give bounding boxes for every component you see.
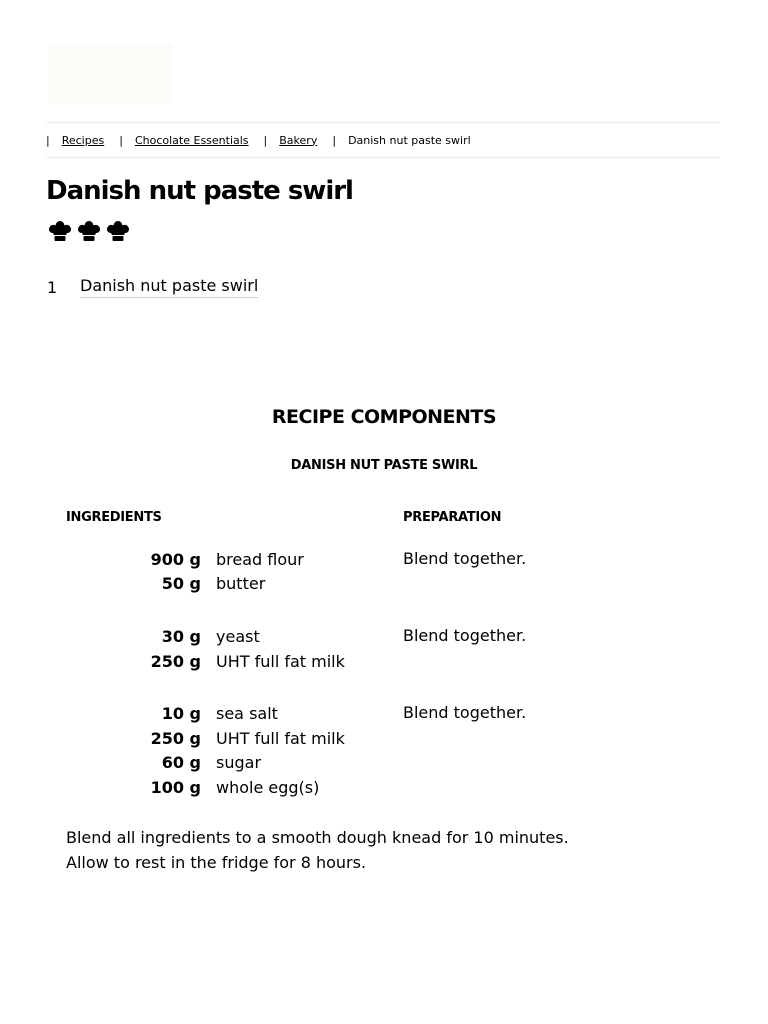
breadcrumb (46, 122, 720, 158)
ingredient-quantity: 250 g (150, 728, 201, 748)
chef-hat-icon (77, 220, 101, 242)
ingredient-quantity: 10 g (161, 704, 201, 724)
site-logo[interactable] (48, 44, 172, 104)
ingredient-quantity: 900 g (150, 549, 201, 569)
preparation-step: Blend together. (403, 626, 527, 646)
breadcrumb-separator: | (119, 133, 123, 147)
breadcrumb-separator: | (46, 133, 50, 147)
ingredient-name: UHT full fat milk (216, 651, 345, 671)
ingredient-group (0, 624, 768, 673)
difficulty-rating (48, 220, 130, 242)
method-line: Allow to rest in the fridge for 8 hours. (66, 852, 367, 872)
ingredient-row (0, 649, 768, 674)
page-title: Danish nut paste swirl (46, 176, 353, 206)
breadcrumb-separator: | (332, 133, 337, 147)
ingredient-group (0, 547, 768, 596)
ingredient-name: sugar (216, 753, 262, 773)
ingredient-row (0, 701, 768, 726)
ingredient-quantity: 50 g (161, 574, 201, 594)
ingredient-name: whole egg(s) (216, 777, 320, 797)
method-line: Blend all ingredients to a smooth dough knead for 10 minutes. (66, 828, 569, 847)
breadcrumb-recipes-link[interactable]: Recipes (61, 133, 105, 147)
component-list (47, 276, 258, 298)
component-link-danish-nut-paste-swirl[interactable]: Danish nut paste swirl (80, 276, 258, 298)
ingredient-name: sea salt (216, 704, 278, 724)
recipe-components-heading: RECIPE COMPONENTS (271, 406, 497, 428)
ingredient-row (0, 775, 768, 800)
ingredient-group (0, 701, 768, 799)
ingredient-quantity: 250 g (150, 651, 201, 671)
chef-hat-icon (106, 220, 130, 242)
component-number: 1 (47, 277, 58, 297)
breadcrumb-chocolate-essentials-link[interactable]: Chocolate Essentials (134, 133, 249, 147)
ingredient-quantity: 30 g (161, 626, 201, 646)
ingredient-name: butter (216, 574, 266, 594)
method-text (66, 826, 569, 875)
preparation-step: Blend together. (403, 549, 527, 568)
ingredient-name: UHT full fat milk (216, 728, 345, 748)
ingredient-row (0, 547, 768, 572)
ingredient-row (0, 624, 768, 649)
breadcrumb-current: Danish nut paste swirl (348, 133, 471, 147)
ingredient-row (0, 751, 768, 776)
component-name-heading: DANISH NUT PASTE SWIRL (290, 458, 478, 473)
breadcrumb-separator: | (263, 133, 268, 147)
ingredient-name: yeast (216, 626, 260, 646)
ingredient-row (0, 726, 768, 751)
chef-hat-icon (48, 220, 72, 242)
ingredient-row (0, 572, 768, 597)
ingredient-quantity: 100 g (150, 777, 201, 797)
ingredient-groups (0, 547, 768, 828)
ingredient-quantity: 60 g (161, 753, 201, 773)
preparation-step: Blend together. (403, 703, 527, 723)
ingredients-header: INGREDIENTS (66, 510, 162, 525)
breadcrumb-bakery-link[interactable]: Bakery (279, 133, 318, 147)
ingredient-name: bread flour (216, 549, 304, 569)
preparation-header: PREPARATION (403, 510, 502, 525)
